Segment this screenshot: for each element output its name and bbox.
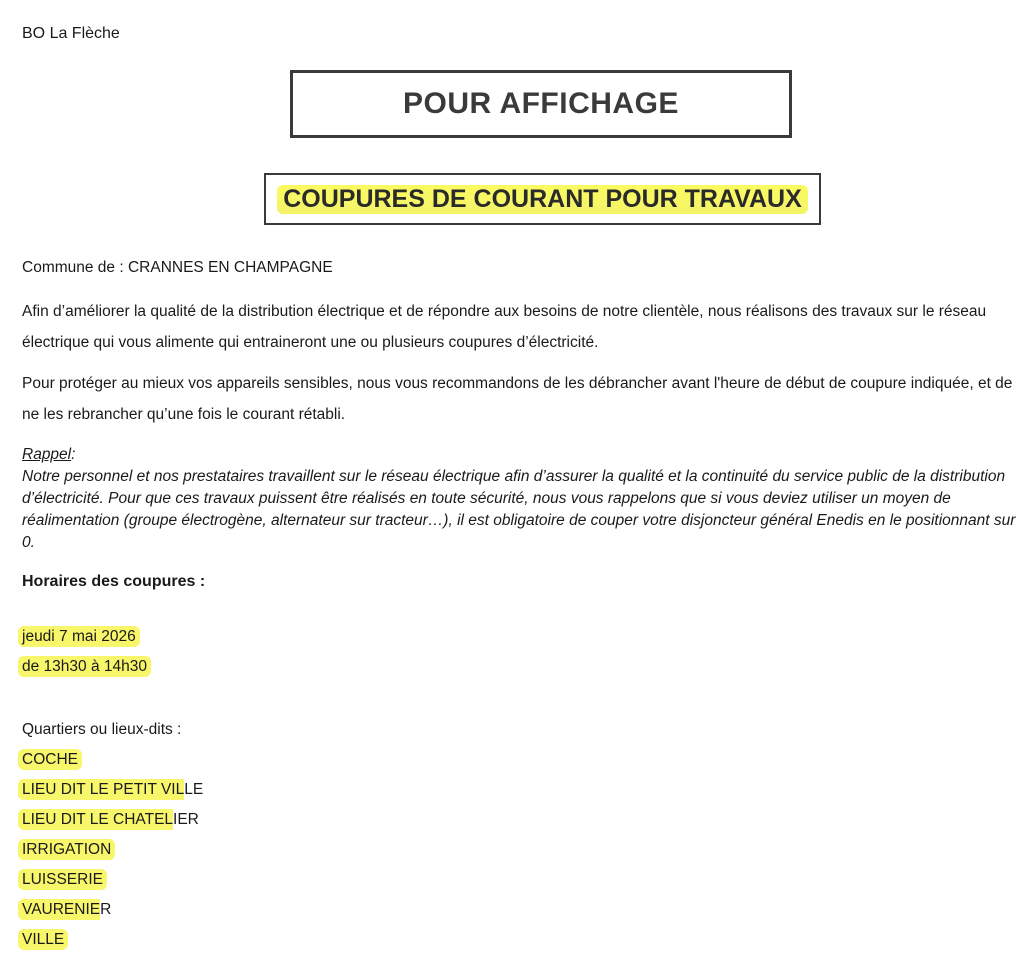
place-highlight: VAURENIE (18, 899, 100, 920)
quartiers-heading: Quartiers ou lieux-dits : (22, 721, 182, 738)
place-highlight: VILLE (18, 929, 68, 950)
horaires-heading: Horaires des coupures : (22, 573, 206, 590)
place-highlight: COCHE (18, 749, 82, 770)
outage-date (18, 628, 140, 646)
rappel-heading (22, 446, 75, 464)
list-item (18, 781, 203, 799)
subtitle-text: COUPURES DE COURANT POUR TRAVAUX (277, 185, 808, 214)
outage-time (18, 658, 151, 676)
outage-date-text: jeudi 7 mai 2026 (18, 626, 140, 647)
list-item (18, 931, 68, 949)
list-item (18, 871, 107, 889)
place-rest: LE (184, 781, 204, 798)
place-rest: IER (173, 811, 199, 828)
place-rest: R (100, 901, 112, 918)
list-item (18, 751, 82, 769)
place-highlight: IRRIGATION (18, 839, 115, 860)
place-highlight: LIEU DIT LE PETIT VIL (18, 779, 184, 800)
commune-line: Commune de : CRANNES EN CHAMPAGNE (22, 259, 333, 276)
list-item (18, 901, 111, 919)
list-item (18, 841, 115, 859)
paragraph-advice: Pour protéger au mieux vos appareils sensibles, nous vous recommandons de les débrancher avant l'heure de début de coupure indiquée, et de ne les rebrancher qu’une fois le courant rétabli. (22, 375, 1013, 423)
title-text: POUR AFFICHAGE (403, 87, 679, 120)
subtitle-box (264, 173, 821, 225)
office-header: BO La Flèche (22, 25, 120, 42)
rappel-title: Rappel (22, 446, 72, 463)
outage-time-text: de 13h30 à 14h30 (18, 656, 151, 677)
rappel-text: Notre personnel et nos prestataires travaillent sur le réseau électrique afin d’assurer la qualité et la continuité du service public de la distribution d’électricité. Pour que ces travaux puissent être réalisés en toute sécurité, nous vous rappelons que si vous deviez utiliser un moyen de réalimentation (groupe électrogène, alternateur sur tracteur…), il est obligatoire de couper votre disjoncteur général Enedis en le positionnant sur 0. (22, 468, 1016, 551)
place-highlight: LIEU DIT LE CHATEL (18, 809, 173, 830)
place-highlight: LUISSERIE (18, 869, 107, 890)
list-item (18, 811, 199, 829)
paragraph-intro: Afin d’améliorer la qualité de la distribution électrique et de répondre aux besoins de notre clientèle, nous réalisons des travaux sur le réseau électrique qui vous alimente qui entraineront une ou plusieurs coupures d’électricité. (22, 303, 987, 351)
rappel-suffix: : (71, 446, 76, 463)
title-box (290, 70, 792, 138)
